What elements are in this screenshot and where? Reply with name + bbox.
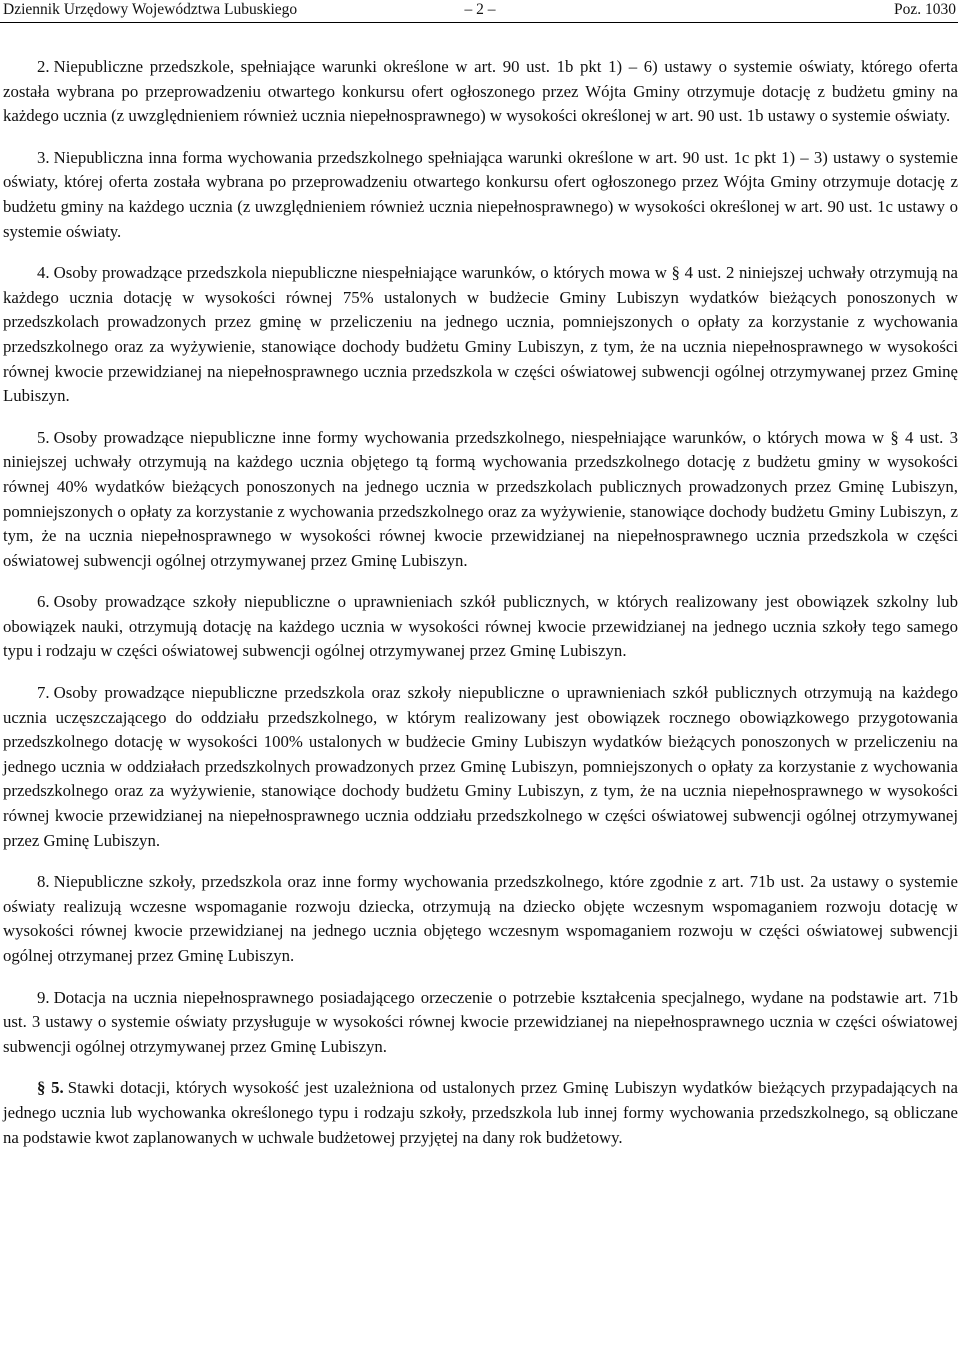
paragraph-text: Osoby prowadzące przedszkola niepubliczne niespełniające warunków, o których mowa w § 4 ust. 2 niniejszej uchwały otrzymują na każdego ucznia dotację w wysokości równej 75% ustalonych w budżecie Gminy Lubiszyn wydatków bieżących ponoszonych w przedszkolach prowadzonych przez gminę w przeliczeniu na jednego ucznia, pomniejszonych o opłaty za korzystanie z wychowania przedszkolnego oraz za wyżywienie, stanowiące dochody budżetu Gminy Lubiszyn, z tym, że na ucznia niepełnosprawnego w wysokości równej kwocie przewidzianej na niepełnosprawnego ucznia przedszkola w części oświatowej subwencji ogólnej otrzymywanej przez Gminę Lubiszyn. — [3, 263, 958, 406]
paragraph-3 — [3, 146, 958, 244]
paragraph-9 — [3, 986, 958, 1060]
section-number: § 5. — [37, 1078, 64, 1098]
paragraph-text: Dotacja na ucznia niepełnosprawnego posiadającego orzeczenie o potrzebie kształcenia specjalnego, wydane na podstawie art. 71b ust. 3 ustawy o systemie oświaty przysługuje w wysokości równej kwocie przewidzianej na niepełnosprawnego ucznia w części oświatowej subwencji ogólnej otrzymywanej przez Gminę Lubiszyn. — [3, 987, 958, 1056]
paragraph-text: Osoby prowadzące niepubliczne przedszkola oraz szkoły niepubliczne o uprawnieniach szkół publicznych otrzymują na każdego ucznia uczęszczającego do oddziału przedszkolnego, w którym realizowany jest obowiązek rocznego obowiązkowego przygotowania przedszkolnego dotację w wysokości 100% ustalonych w budżecie Gminy Lubiszyn wydatków bieżących ponoszonych w przeliczeniu na jednego ucznia w oddziałach przedszkolnych prowadzonych przez Gminę Lubiszyn, pomniejszonych o opłaty za korzystanie z wychowania przedszkolnego oraz za wyżywienie, stanowiące dochody budżetu Gminy Lubiszyn, z tym, że na ucznia niepełnosprawnego w wysokości równej kwocie przewidzianej na niepełnosprawnego ucznia oddziału przedszkolnego w części oświatowej subwencji ogólnej otrzymywanej przez Gminę Lubiszyn. — [3, 683, 958, 850]
paragraph-7 — [3, 681, 958, 853]
paragraph-5 — [3, 426, 958, 574]
paragraph-8 — [3, 870, 958, 968]
page-header — [0, 0, 958, 23]
page-number: – 2 – — [464, 1, 496, 18]
paragraph-number: 5. — [37, 427, 50, 447]
paragraph-text: Niepubliczne przedszkole, spełniające warunki określone w art. 90 ust. 1b pkt 1) – 6) ustawy o systemie oświaty, którego oferta została wybrana po przeprowadzeniu otwartego konkursu ofert ogłoszonego przez Wójta Gminy otrzymuje dotację z budżetu gminy na każdego ucznia (z uwzględnieniem również ucznia niepełnosprawnego) w wysokości określonej w art. 90 ust. 1b ustawy o systemie oświaty. — [3, 57, 958, 126]
paragraph-text: Niepubliczna inna forma wychowania przedszkolnego spełniająca warunki określone w art. 90 ust. 1c pkt 1) – 3) ustawy o systemie oświaty, której oferta została wybrana po przeprowadzeniu otwartego konkursu ofert ogłoszonego przez Wójta Gminy otrzymuje dotację z budżetu gminy na każdego ucznia (z uwzględnieniem również ucznia niepełnosprawnego) w wysokości określonej w art. 90 ust. 1c ustawy o systemie oświaty. — [3, 147, 958, 241]
paragraph-number: 9. — [37, 987, 50, 1007]
paragraph-text: Osoby prowadzące niepubliczne inne formy wychowania przedszkolnego, niespełniające warunków, o których mowa w § 4 ust. 3 niniejszej uchwały otrzymują na każdego ucznia objętego tą formą wychowania przedszkolnego dotację z budżetu gminy w wysokości równej 40% wydatków bieżących ponoszonych na jednego ucznia w przedszkolach publicznych prowadzonych przez Gminę Lubiszyn, pomniejszonych o opłaty za korzystanie z wychowania przedszkolnego oraz za wyżywienie, stanowiące dochody budżetu Gminy Lubiszyn, z tym, że na ucznia niepełnosprawnego w wysokości równej kwocie przewidzianej na niepełnosprawnego ucznia przedszkola w części oświatowej subwencji ogólnej otrzymywanej przez Gminę Lubiszyn. — [3, 427, 958, 570]
paragraph-text: Osoby prowadzące szkoły niepubliczne o uprawnieniach szkół publicznych, w których realizowany jest obowiązek szkolny lub obowiązek nauki, otrzymują dotację na każdego ucznia w wysokości równej kwocie przewidzianej na jednego ucznia szkoły tego samego typu i rodzaju w części oświatowej subwencji ogólnej otrzymywanej przez Gminę Lubiszyn. — [3, 592, 958, 661]
paragraph-2 — [3, 55, 958, 129]
paragraph-4 — [3, 261, 958, 409]
paragraph-number: 8. — [37, 872, 50, 892]
paragraph-6 — [3, 590, 958, 664]
paragraph-number: 6. — [37, 592, 50, 612]
document-body — [3, 55, 958, 1167]
paragraph-text: Stawki dotacji, których wysokość jest uzależniona od ustalonych przez Gminę Lubiszyn wydatków bieżących przypadających na jednego ucznia lub wychowanka określonego typu i rodzaju szkoły, przedszkola lub innej formy wychowania przedszkolnego, są obliczane na podstawie kwot zaplanowanych w uchwale budżetowej przyjętej na dany rok budżetowy. — [3, 1078, 958, 1147]
section-5 — [3, 1076, 958, 1150]
paragraph-text: Niepubliczne szkoły, przedszkola oraz inne formy wychowania przedszkolnego, które zgodnie z art. 71b ust. 2a ustawy o systemie oświaty realizują wczesne wspomaganie rozwoju dziecka, otrzymują na dziecko objęte wczesnym wspomaganiem rozwoju dotację w wysokości równej kwocie przewidzianej na jednego ucznia objętego wczesnym wspomaganiem rozwoju w części oświatowej subwencji ogólnej otrzymanej przez Gminę Lubiszyn. — [3, 872, 958, 965]
journal-title: Dziennik Urzędowy Województwa Lubuskiego — [3, 1, 298, 18]
position-number: Poz. 1030 — [894, 1, 956, 18]
paragraph-number: 7. — [37, 683, 50, 703]
paragraph-number: 3. — [37, 147, 50, 167]
paragraph-number: 2. — [37, 57, 50, 76]
paragraph-number: 4. — [37, 263, 50, 283]
